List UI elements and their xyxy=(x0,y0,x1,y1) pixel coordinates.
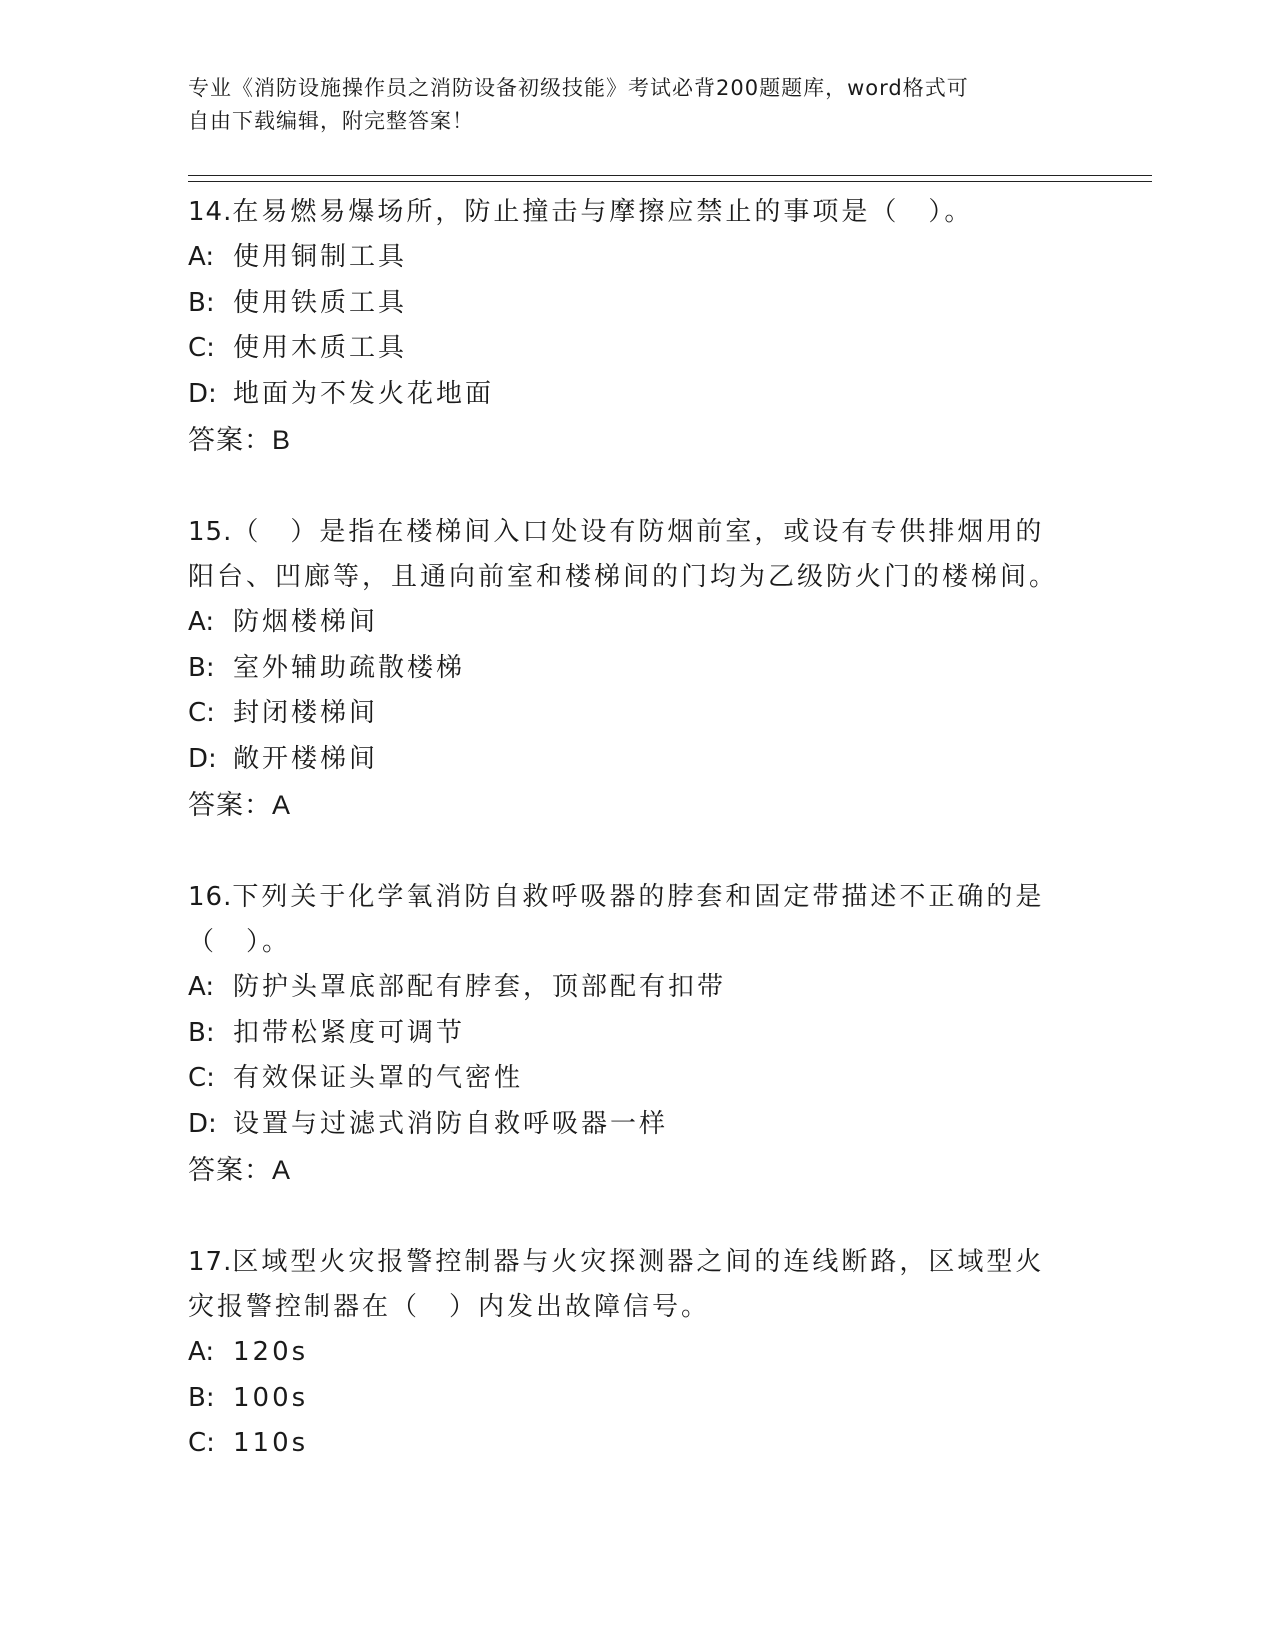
question-text: （ ）是指在楼梯间入口处设有防烟前室，或设有专供排烟用的阳台、凹廊等，且通向前室和楼梯间的门均为乙级防火门的楼梯间。 xyxy=(188,517,1059,592)
header-divider-top xyxy=(188,175,1152,176)
question-number: 14. xyxy=(188,197,233,227)
option-a xyxy=(188,235,1068,281)
option-key: A: xyxy=(188,972,215,1002)
option-key: D: xyxy=(188,743,217,774)
question-stem xyxy=(188,875,1068,965)
question-text: 区域型火灾报警控制器与火灾探测器之间的连线断路，区域型火灾报警控制器在（ ）内发出故障信号。 xyxy=(188,1247,1045,1322)
option-text: 封闭楼梯间 xyxy=(233,698,379,728)
question-14 xyxy=(188,190,1068,463)
header-line-2: 自由下载编辑，附完整答案！ xyxy=(188,109,474,133)
option-text: 防烟楼梯间 xyxy=(233,607,379,637)
question-16 xyxy=(188,875,1068,1193)
option-text: 使用铁质工具 xyxy=(233,287,408,318)
option-text: 使用木质工具 xyxy=(233,333,408,363)
question-text: 下列关于化学氧消防自救呼吸器的脖套和固定带描述不正确的是（ ）。 xyxy=(188,882,1045,957)
option-key: A: xyxy=(188,607,215,637)
option-key: B: xyxy=(188,1382,215,1413)
option-a xyxy=(188,965,1068,1011)
option-key: B: xyxy=(188,652,215,683)
option-key: A: xyxy=(188,242,215,272)
question-number: 17. xyxy=(188,1247,233,1277)
option-key: B: xyxy=(188,287,215,318)
document-header xyxy=(188,72,1068,138)
option-key: C: xyxy=(188,1428,215,1458)
option-text: 防护头罩底部配有脖套，顶部配有扣带 xyxy=(233,972,727,1002)
option-text: 110s xyxy=(233,1428,309,1458)
option-b xyxy=(188,1376,1068,1422)
option-text: 有效保证头罩的气密性 xyxy=(233,1063,524,1093)
answer-label: 答案： xyxy=(188,1155,272,1185)
question-number: 15. xyxy=(188,517,233,547)
answer-label: 答案： xyxy=(188,790,272,820)
option-text: 敞开楼梯间 xyxy=(233,743,379,774)
question-stem xyxy=(188,190,1068,235)
question-stem xyxy=(188,1240,1068,1330)
question-17 xyxy=(188,1240,1068,1467)
option-key: C: xyxy=(188,698,215,728)
option-text: 使用铜制工具 xyxy=(233,242,408,272)
option-text: 扣带松紧度可调节 xyxy=(233,1017,466,1048)
question-number: 16. xyxy=(188,882,233,912)
question-stem xyxy=(188,510,1068,600)
option-d xyxy=(188,737,1068,783)
option-text: 室外辅助疏散楼梯 xyxy=(233,652,466,683)
option-text: 设置与过滤式消防自救呼吸器一样 xyxy=(233,1108,669,1139)
answer-value: A xyxy=(272,1155,291,1185)
option-key: B: xyxy=(188,1017,215,1048)
option-d xyxy=(188,372,1068,418)
option-d xyxy=(188,1102,1068,1148)
question-list xyxy=(188,190,1068,1514)
question-text: 在易燃易爆场所，防止撞击与摩擦应禁止的事项是（ ）。 xyxy=(232,197,974,227)
option-key: D: xyxy=(188,1108,217,1139)
answer-line xyxy=(188,417,1068,463)
option-key: D: xyxy=(188,378,217,409)
option-b xyxy=(188,281,1068,327)
answer-value: B xyxy=(272,425,291,455)
option-text: 120s xyxy=(233,1337,309,1367)
option-key: C: xyxy=(188,333,215,363)
header-line-1: 专业《消防设施操作员之消防设备初级技能》考试必背200题题库，word格式可 xyxy=(188,76,969,100)
option-text: 地面为不发火花地面 xyxy=(233,378,495,409)
option-text: 100s xyxy=(233,1382,309,1413)
option-c xyxy=(188,1056,1068,1102)
option-c xyxy=(188,326,1068,372)
option-c xyxy=(188,691,1068,737)
option-key: C: xyxy=(188,1063,215,1093)
option-b xyxy=(188,1011,1068,1057)
answer-value: A xyxy=(272,790,291,820)
answer-line xyxy=(188,1147,1068,1193)
answer-line xyxy=(188,782,1068,828)
header-divider-bottom xyxy=(188,181,1152,182)
option-a xyxy=(188,600,1068,646)
option-c xyxy=(188,1421,1068,1467)
option-key: A: xyxy=(188,1337,215,1367)
option-a xyxy=(188,1330,1068,1376)
answer-label: 答案： xyxy=(188,425,272,455)
question-15 xyxy=(188,510,1068,828)
option-b xyxy=(188,646,1068,692)
